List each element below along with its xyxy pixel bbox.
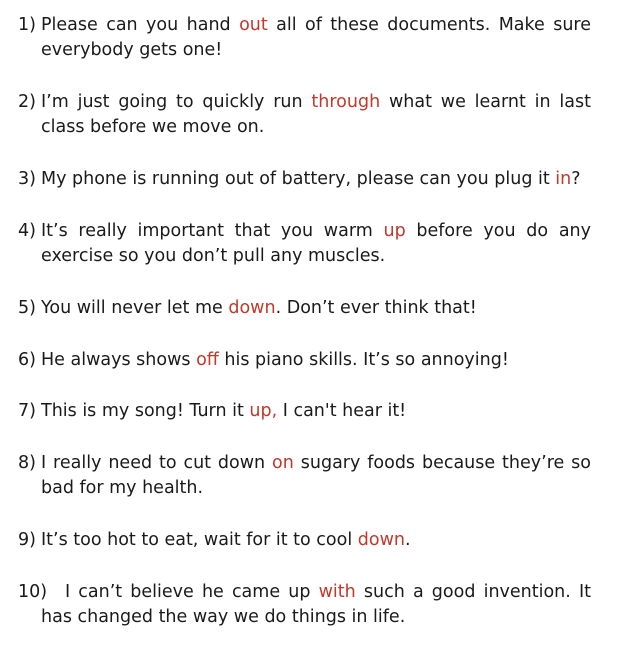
item-number: 9) (18, 530, 36, 550)
sentence-start: He always shows (41, 350, 197, 370)
item-sentence (41, 13, 591, 63)
item-number: 5) (18, 298, 36, 318)
sentence-end: all of these documents. Make sure everybody gets one! (41, 15, 591, 60)
highlighted-particle: down (357, 530, 405, 550)
sentence-start: It’s too hot to eat, wait for it to cool (41, 530, 358, 550)
item-sentence (41, 219, 591, 269)
sentence-end: his piano skills. It’s so annoying! (218, 350, 509, 370)
item-sentence (41, 90, 591, 140)
highlighted-particle: through (311, 92, 381, 112)
sentence-start: You will never let me (41, 298, 229, 318)
sentence-end: before you do any exercise so you don’t pull any muscles. (41, 221, 591, 266)
highlighted-particle: with (318, 582, 356, 602)
sentence-end: sugary foods because they’re so bad for my health. (41, 453, 591, 498)
sentence-end: . (405, 530, 411, 550)
item-sentence (41, 348, 591, 373)
sentence-start: I really need to cut down (41, 453, 273, 473)
item-number: 3) (18, 169, 36, 189)
item-number: 1) (18, 15, 36, 35)
item-sentence (41, 528, 591, 553)
sentence-end: such a good invention. It has changed the way we do things in life. (41, 582, 591, 627)
highlighted-particle: up (383, 221, 406, 241)
item-sentence (41, 296, 591, 321)
item-sentence (41, 399, 591, 424)
item-number: 8) (18, 453, 36, 473)
sentence-end: I can't hear it! (277, 401, 407, 421)
highlighted-particle: down (228, 298, 276, 318)
highlighted-particle: in (555, 169, 572, 189)
sentence-start: Please can you hand (41, 15, 240, 35)
sentence-start: My phone is running out of battery, please can you plug it (41, 169, 556, 189)
sentence-end: ? (571, 169, 581, 189)
sentence-start: I can’t believe he came up (65, 582, 319, 602)
sentence-start: This is my song! Turn it (41, 401, 250, 421)
item-number: 7) (18, 401, 36, 421)
item-sentence (41, 167, 591, 192)
item-number: 4) (18, 221, 36, 241)
item-sentence (41, 451, 591, 501)
sentence-end: . Don’t ever think that! (275, 298, 477, 318)
item-number: 2) (18, 92, 36, 112)
highlighted-particle: out (239, 15, 268, 35)
highlighted-particle: on (272, 453, 294, 473)
highlighted-particle: up, (249, 401, 278, 421)
item-sentence (41, 580, 591, 630)
sentence-end: what we learnt in last class before we move on. (41, 92, 591, 137)
item-number: 10) (18, 582, 48, 602)
sentence-start: I’m just going to quickly run (41, 92, 312, 112)
sentence-start: It’s really important that you warm (41, 221, 384, 241)
item-number: 6) (18, 350, 36, 370)
highlighted-particle: off (196, 350, 219, 370)
